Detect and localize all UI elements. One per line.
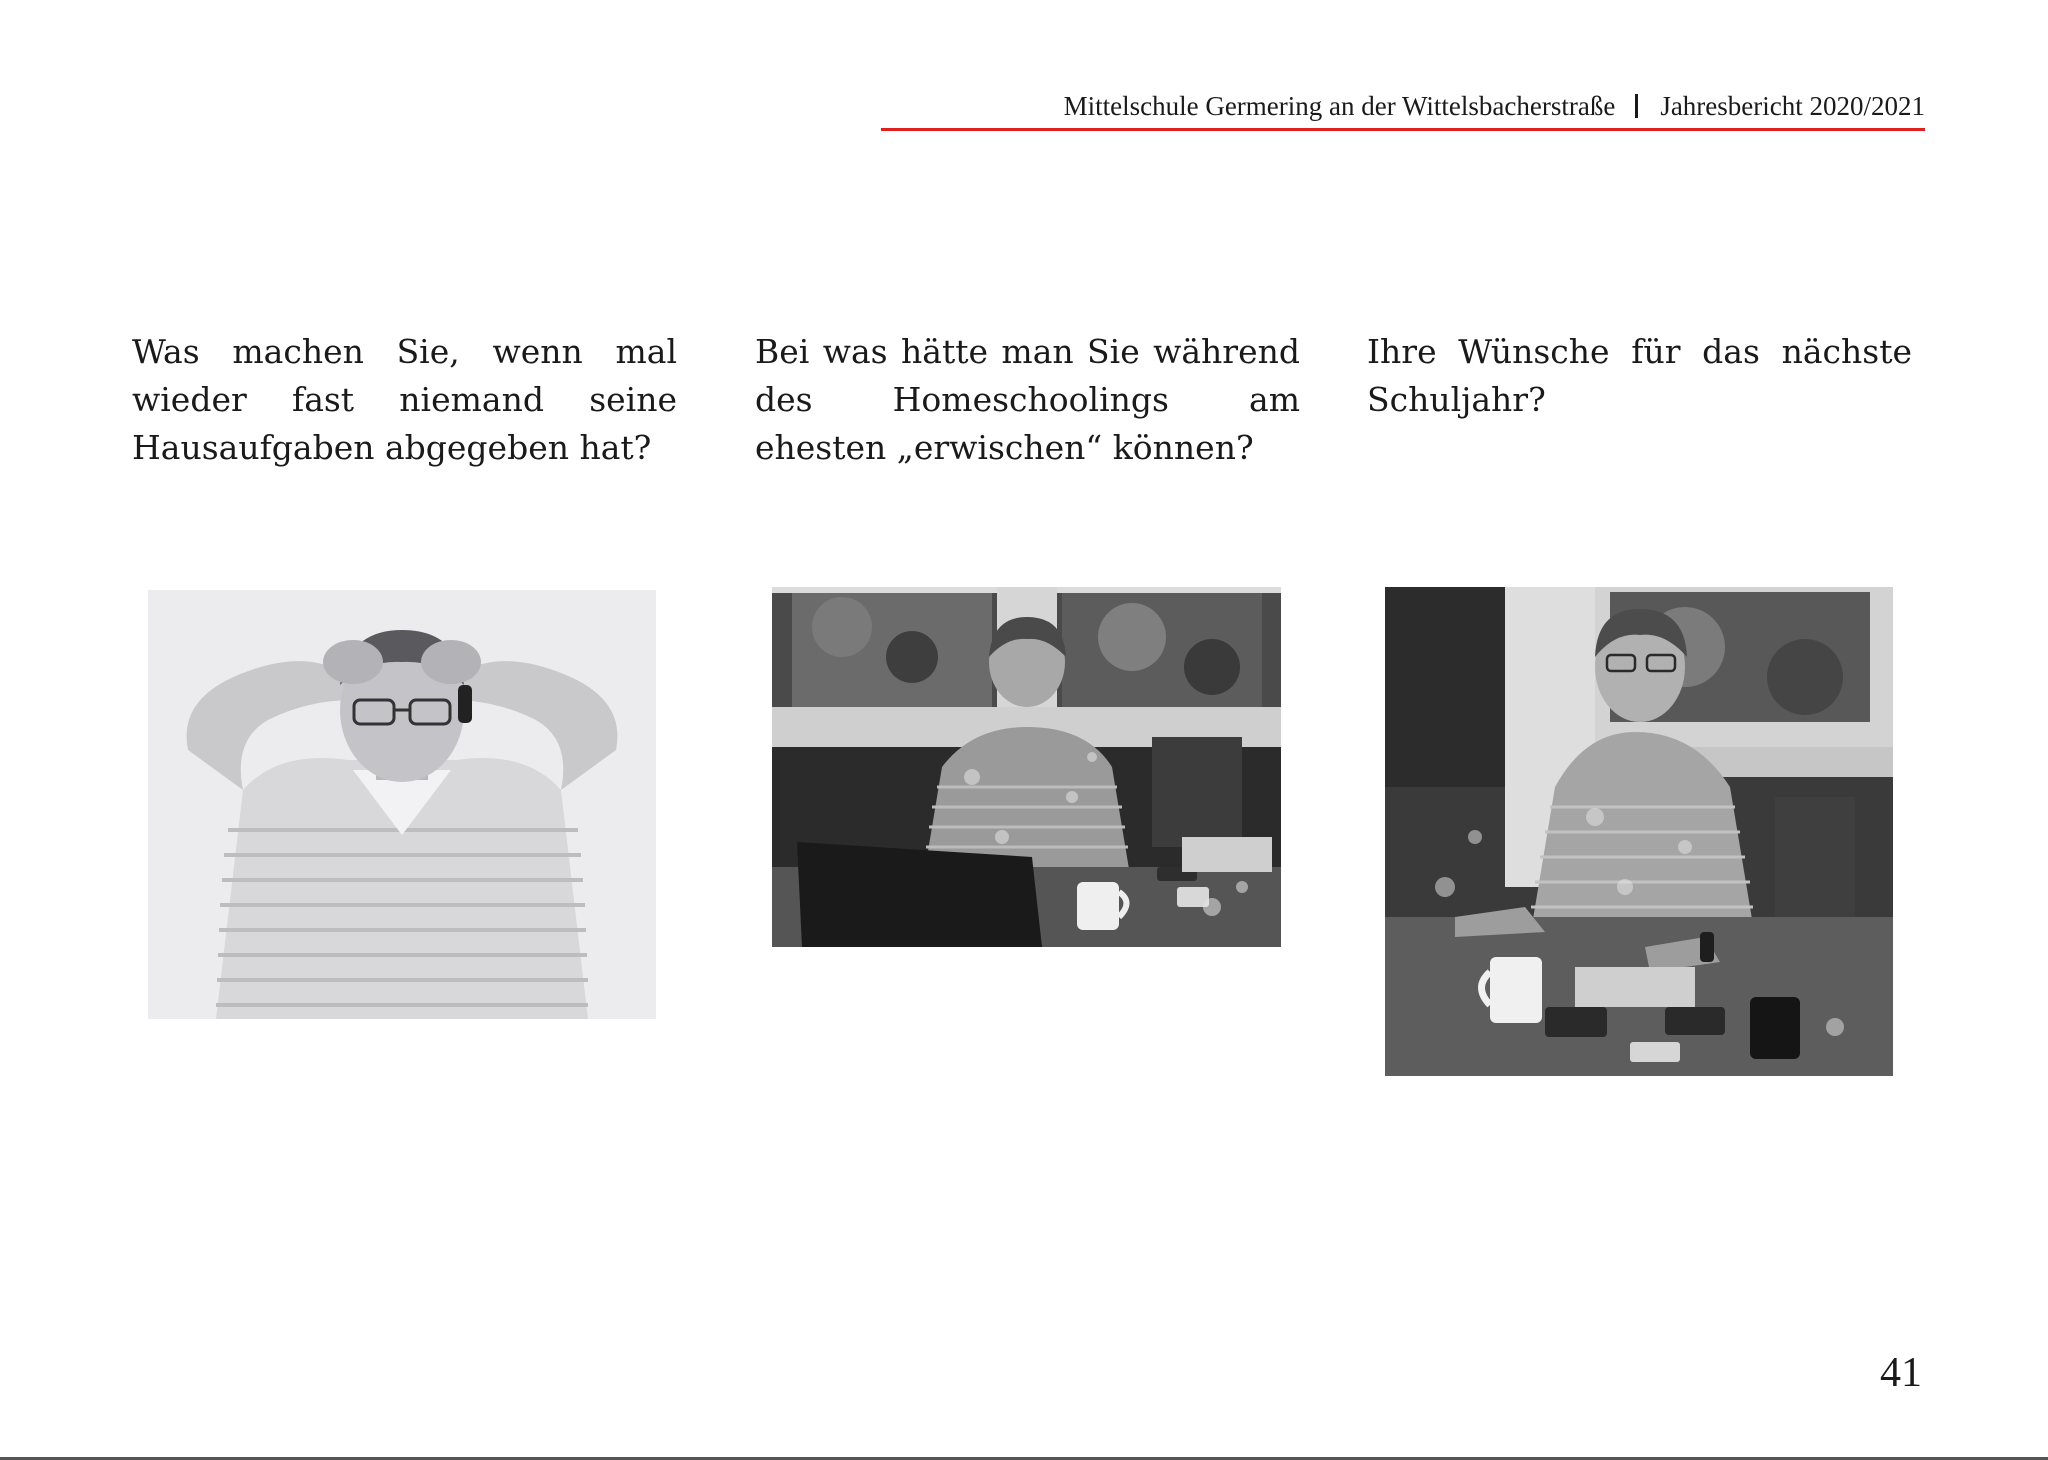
photo-table-looking-at-camera — [1385, 587, 1893, 1076]
photo-hands-on-head — [148, 590, 656, 1019]
photo-laptop-terrace — [772, 587, 1281, 947]
question-homework: Was machen Sie, wenn mal wieder fast niemand seine Hausaufgaben abgegeben hat? — [132, 332, 677, 467]
page-number: 41 — [1880, 1350, 1922, 1396]
header-red-rule — [881, 128, 1925, 131]
question-homeschooling: Bei was hätte man Sie während des Homeschoolings am ehesten „erwischen“ können? — [755, 332, 1300, 467]
header-school-name: Mittelschule Germering an der Wittelsbacherstraße — [1063, 91, 1616, 121]
question-wishes: Ihre Wünsche für das nächste Schuljahr? — [1367, 332, 1912, 419]
header-report-title: Jahresbericht 2020/2021 — [1660, 91, 1925, 121]
running-header — [880, 86, 1925, 130]
header-separator — [1635, 94, 1638, 118]
